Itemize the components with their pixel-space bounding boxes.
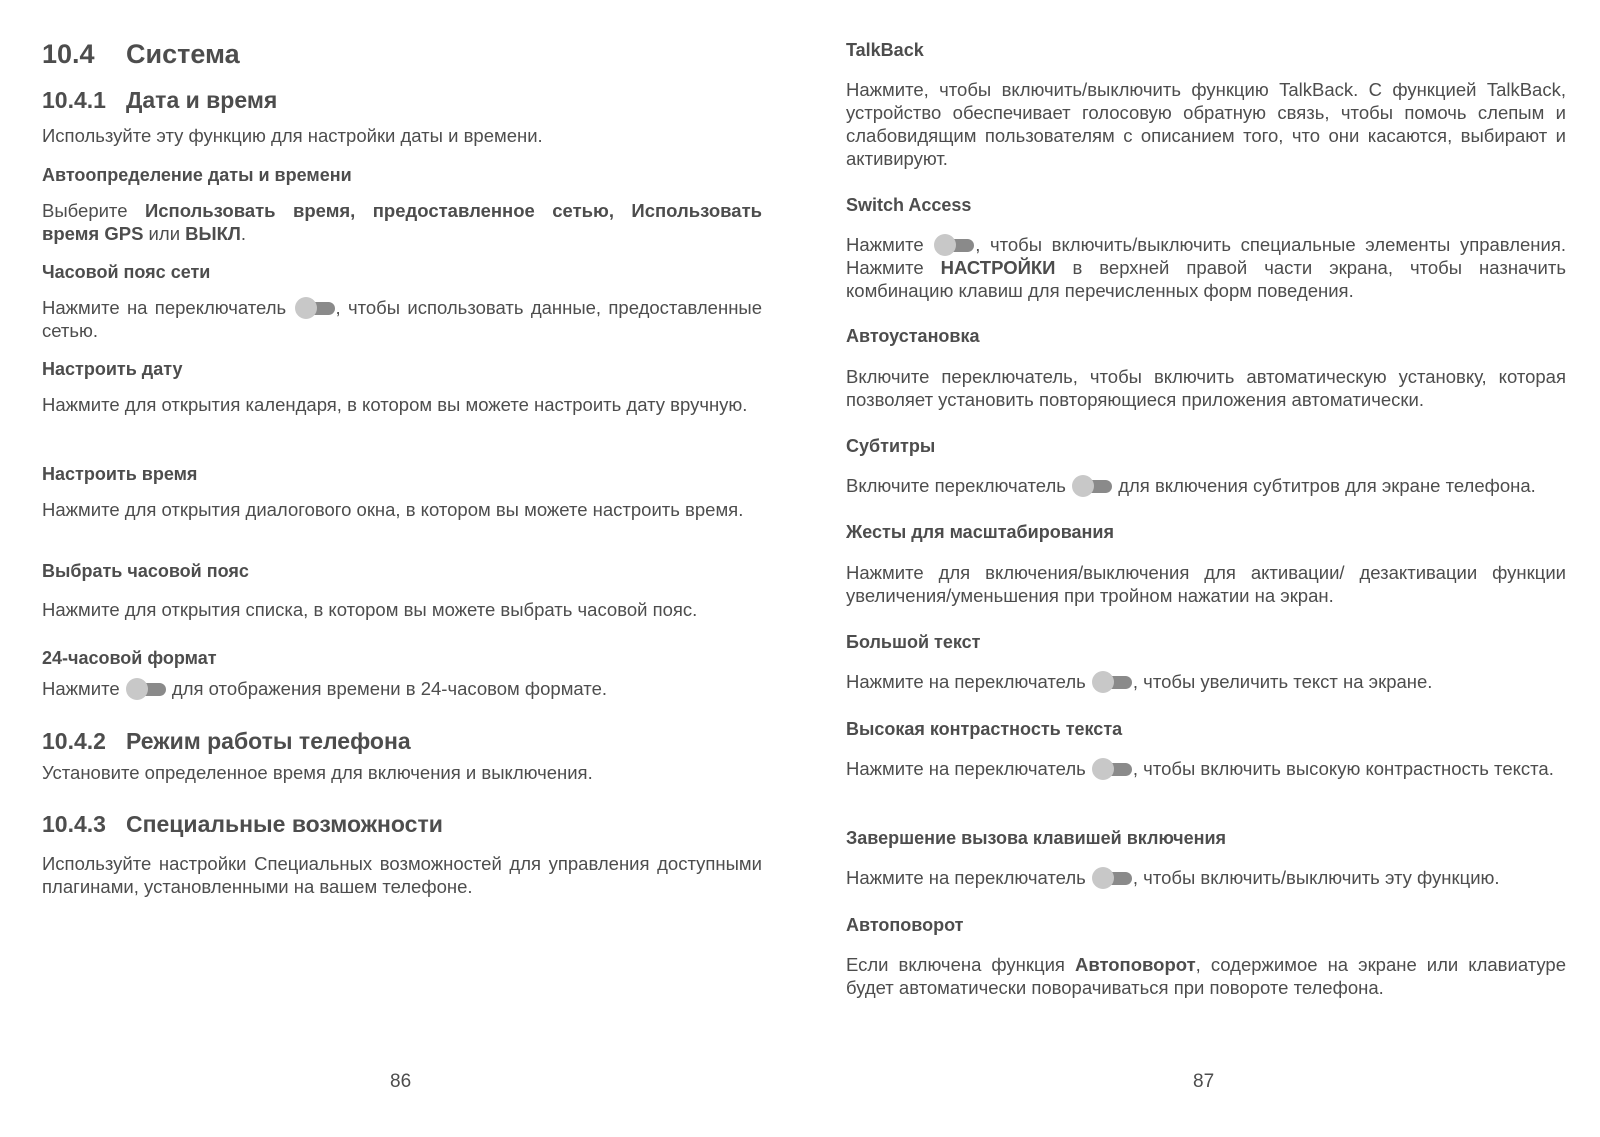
network-timezone-post: , чтобы использовать данные, предоставленные сетью. — [42, 297, 762, 341]
toggle-switch-icon — [1092, 758, 1132, 780]
endcall-pre: Нажмите на переключатель — [846, 867, 1091, 888]
subtitles-post: для включения субтитров для экране телефона. — [1113, 475, 1536, 496]
end-call-text — [846, 866, 1566, 889]
subsection-heading-date-time — [42, 86, 762, 114]
subtitles-heading: Субтитры — [846, 436, 936, 456]
subtitles-text — [846, 474, 1566, 497]
subsection-title: Дата и время — [126, 87, 278, 113]
auto-install-heading: Автоустановка — [846, 326, 980, 346]
section-heading-system — [42, 38, 762, 70]
choose-timezone-text: Нажмите для открытия списка, в котором вы можете выбрать часовой пояс. — [42, 599, 698, 620]
choose-timezone-heading: Выбрать часовой пояс — [42, 561, 249, 581]
rotate-pre: Если включена функция — [846, 954, 1075, 975]
network-timezone-text — [42, 296, 762, 342]
set-time-text: Нажмите для открытия диалогового окна, в котором вы можете настроить время. — [42, 499, 744, 520]
subsection-number: 10.4.3 — [42, 811, 106, 837]
subsection-number: 10.4.1 — [42, 87, 106, 113]
switch-access-heading: Switch Access — [846, 195, 972, 215]
subsection-heading-accessibility — [42, 810, 762, 838]
switch-pre: Нажмите — [846, 234, 934, 255]
endcall-post: , чтобы включить/выключить эту функцию. — [1132, 867, 1500, 888]
subsection-title: Специальные возможности — [126, 811, 443, 837]
section-title: Система — [126, 39, 240, 69]
toggle-switch-icon — [1092, 867, 1132, 889]
zoom-gestures-text: Нажмите для включения/выключения для активации/ дезактивации функции увеличения/уменьшения при тройном нажатии на экран. — [846, 562, 1566, 606]
set-date-heading: Настроить дату — [42, 359, 183, 379]
large-text-heading: Большой текст — [846, 632, 981, 652]
section-number: 10.4 — [42, 39, 95, 69]
switch-access-text — [846, 233, 1566, 302]
auto-rotate-heading: Автоповорот — [846, 915, 964, 935]
auto-date-time-heading: Автоопределение даты и времени — [42, 165, 352, 185]
auto-rotate-label: Автоповорот — [1074, 954, 1196, 975]
switch-settings-label: НАСТРОЙКИ — [940, 257, 1056, 278]
24h-format-text — [42, 677, 762, 700]
rotate-post: , содержимое на экране или клавиатуре будет автоматически поворачиваться при повороте телефона. — [846, 954, 1566, 998]
toggle-switch-icon — [1092, 671, 1132, 693]
24h-pre: Нажмите — [42, 678, 125, 699]
auto-mid: или — [143, 223, 186, 244]
auto-end: . — [240, 223, 247, 244]
talkback-heading: TalkBack — [846, 40, 924, 60]
24h-format-heading: 24-часовой формат — [42, 648, 217, 668]
date-time-intro: Используйте эту функцию для настройки даты и времени. — [42, 125, 543, 146]
24h-post: для отображения времени в 24-часовом формате. — [166, 678, 607, 699]
auto-option-network-gps: Использовать время, предоставленное сетью, Использовать время GPS — [42, 200, 763, 244]
network-timezone-heading: Часовой пояс сети — [42, 262, 211, 282]
set-date-text: Нажмите для открытия календаря, в котором вы можете настроить дату вручную. — [42, 394, 748, 415]
toggle-switch-icon — [295, 297, 335, 319]
page-number-left: 86 — [390, 1071, 412, 1092]
end-call-heading: Завершение вызова клавишей включения — [846, 828, 1227, 848]
set-time-heading: Настроить время — [42, 464, 198, 484]
high-contrast-heading: Высокая контрастность текста — [846, 719, 1123, 739]
phone-mode-text: Установите определенное время для включения и выключения. — [42, 762, 593, 783]
auto-pre: Выберите — [42, 200, 145, 221]
subsection-title: Режим работы телефона — [126, 728, 411, 754]
large-post: , чтобы увеличить текст на экране. — [1132, 671, 1433, 692]
switch-mid: , чтобы включить/выключить специальные элементы управления. Нажмите — [846, 234, 1566, 278]
auto-date-time-text — [42, 199, 762, 245]
subsection-heading-phone-mode — [42, 727, 762, 755]
auto-rotate-text — [846, 953, 1566, 999]
high-contrast-text — [846, 757, 1566, 780]
subsection-number: 10.4.2 — [42, 728, 106, 754]
toggle-switch-icon — [934, 234, 974, 256]
auto-option-off: ВЫКЛ — [185, 223, 241, 244]
toggle-switch-icon — [126, 678, 166, 700]
accessibility-text: Используйте настройки Специальных возможностей для управления доступными плагинами, установленными на вашем телефоне. — [42, 853, 762, 897]
network-timezone-pre: Нажмите на переключатель — [42, 297, 294, 318]
page-number-right: 87 — [1193, 1071, 1215, 1092]
large-text-text — [846, 670, 1566, 693]
switch-post: в верхней правой части экрана, чтобы назначить комбинацию клавиш для перечисленных форм поведения. — [846, 257, 1567, 301]
large-pre: Нажмите на переключатель — [846, 671, 1091, 692]
toggle-switch-icon — [1072, 475, 1112, 497]
zoom-gestures-heading: Жесты для масштабирования — [846, 522, 1114, 542]
contrast-post: , чтобы включить высокую контрастность текста. — [1132, 758, 1554, 779]
auto-install-text: Включите переключатель, чтобы включить автоматическую установку, которая позволяет установить повторяющиеся приложения автоматически. — [846, 366, 1566, 410]
talkback-text: Нажмите, чтобы включить/выключить функцию TalkBack. С функцией TalkBack, устройство обеспечивает голосовую обратную связь, чтобы помочь слепым и слабовидящим пользователям с описанием того, что они касаются, выбирают и активируют. — [846, 79, 1566, 169]
contrast-pre: Нажмите на переключатель — [846, 758, 1091, 779]
subtitles-pre: Включите переключатель — [846, 475, 1072, 496]
